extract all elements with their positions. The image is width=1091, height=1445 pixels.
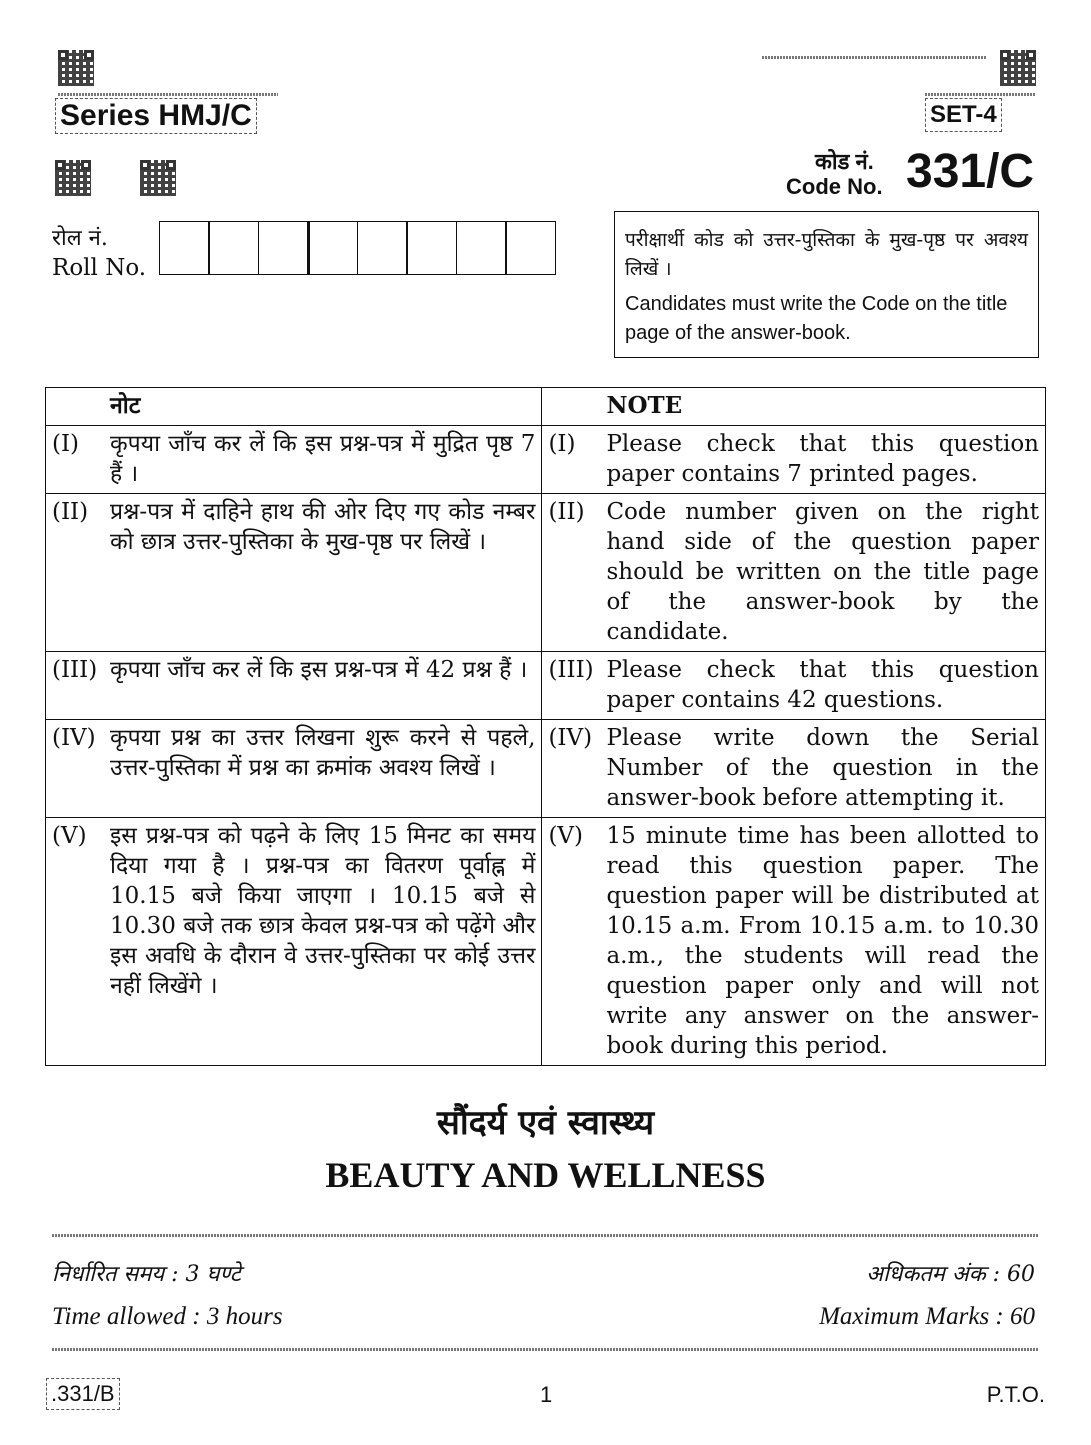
code-notice-en: Candidates must write the Code on the title page of the answer-book. [625, 293, 1008, 344]
qr-code-icon [1000, 50, 1036, 86]
separator-line [52, 1234, 1039, 1237]
roll-box[interactable] [456, 221, 507, 275]
note-num: (II) [548, 499, 585, 525]
table-row [46, 818, 1046, 1066]
roll-label-en: Roll No. [52, 255, 147, 281]
note-text-en: Code number given on the right hand side of the question paper should be written on the title page of the answer-book by the candidate. [606, 499, 1039, 645]
note-text-en: 15 minute time has been allotted to read this question paper. The question paper will be distributed at 10.15 a.m. From 10.15 a.m. to 10.30 a.m., the students will read the question paper only and will not write any answer on the answer-book during this period. [606, 823, 1039, 1059]
note-header-hi: नोट [110, 392, 141, 419]
note-num: (IV) [548, 725, 593, 751]
note-num: (I) [52, 431, 80, 457]
note-num: (V) [52, 823, 87, 849]
roll-box[interactable] [208, 221, 259, 275]
code-label-en: Code No. [786, 174, 883, 199]
note-num: (III) [548, 657, 594, 683]
max-marks-en: Maximum Marks : 60 [819, 1303, 1035, 1330]
subject-title-en: BEAUTY AND WELLNESS [325, 1155, 766, 1195]
security-microtext [762, 56, 987, 59]
table-row [46, 652, 1046, 720]
note-text-en: Please write down the Serial Number of the question in the answer-book before attempting it. [606, 725, 1039, 811]
roll-label-hi: रोल नं. [52, 226, 108, 251]
note-text-hi: कृपया जाँच कर लें कि इस प्रश्न-पत्र में 42 प्रश्न हैं । [110, 657, 528, 683]
note-header-en: NOTE [606, 392, 683, 419]
qr-code-icon [55, 160, 91, 196]
time-allowed-en: Time allowed : 3 hours [52, 1303, 283, 1330]
roll-box[interactable] [258, 221, 309, 275]
max-marks-hi: अधिकतम अंक : 60 [866, 1262, 1035, 1287]
table-row [46, 720, 1046, 818]
note-text-hi: कृपया प्रश्न का उत्तर लिखना शुरू करने से पहले, उत्तर-पुस्तिका में प्रश्न का क्रमांक अवश्य लिखें । [110, 725, 536, 781]
roll-box[interactable] [357, 221, 408, 275]
note-text-en: Please check that this question paper contains 42 questions. [606, 657, 1039, 713]
qr-code-icon [58, 50, 94, 86]
separator-line [52, 1348, 1039, 1351]
roll-box[interactable] [505, 221, 556, 275]
note-num: (I) [548, 431, 576, 457]
code-number: 331/C [906, 145, 1035, 198]
time-allowed-hi: निर्धारित समय : 3 घण्टे [52, 1262, 241, 1287]
notes-header-row [46, 388, 1046, 426]
roll-box[interactable] [307, 221, 358, 275]
roll-number-boxes[interactable] [160, 221, 556, 275]
notes-table [45, 387, 1046, 1066]
note-text-en: Please check that this question paper contains 7 printed pages. [606, 431, 1039, 487]
note-text-hi: इस प्रश्न-पत्र को पढ़ने के लिए 15 मिनट का समय दिया गया है । प्रश्न-पत्र का वितरण पूर्वाह्न में 10.15 बजे किया जाएगा । 10.15 बजे से 10.30 बजे तक छात्र केवल प्रश्न-पत्र को पढ़ेंगे और इस अवधि के दौरान वे उत्तर-पुस्तिका पर कोई उत्तर नहीं लिखेंगे । [110, 823, 536, 999]
code-label-hi: कोड नं. [815, 149, 874, 174]
qr-code-icon [140, 160, 176, 196]
code-notice-hi: परीक्षार्थी कोड को उत्तर-पुस्तिका के मुख-पृष्ठ पर अवश्य लिखें । [625, 229, 1028, 280]
subject-title-hi: सौंदर्य एवं स्वास्थ्य [436, 1103, 655, 1143]
set-label: SET-4 [925, 98, 1002, 132]
series-label: Series HMJ/C [55, 98, 257, 134]
security-microtext [925, 93, 1035, 96]
note-num: (II) [52, 499, 89, 525]
roll-box[interactable] [159, 221, 210, 275]
page-number: 1 [540, 1382, 553, 1407]
note-num: (III) [52, 657, 98, 683]
footer-code: .331/B [46, 1378, 120, 1410]
pto-label: P.T.O. [986, 1382, 1045, 1407]
note-text-hi: प्रश्न-पत्र में दाहिने हाथ की ओर दिए गए कोड नम्बर को छात्र उत्तर-पुस्तिका के मुख-पृष्ठ पर लिखें । [110, 499, 536, 555]
table-row [46, 426, 1046, 494]
code-notice-box [614, 211, 1039, 358]
note-text-hi: कृपया जाँच कर लें कि इस प्रश्न-पत्र में मुद्रित पृष्ठ 7 हैं । [110, 431, 536, 487]
roll-box[interactable] [406, 221, 457, 275]
note-num: (V) [548, 823, 584, 849]
note-num: (IV) [52, 725, 96, 751]
table-row [46, 494, 1046, 652]
security-microtext [58, 93, 278, 96]
